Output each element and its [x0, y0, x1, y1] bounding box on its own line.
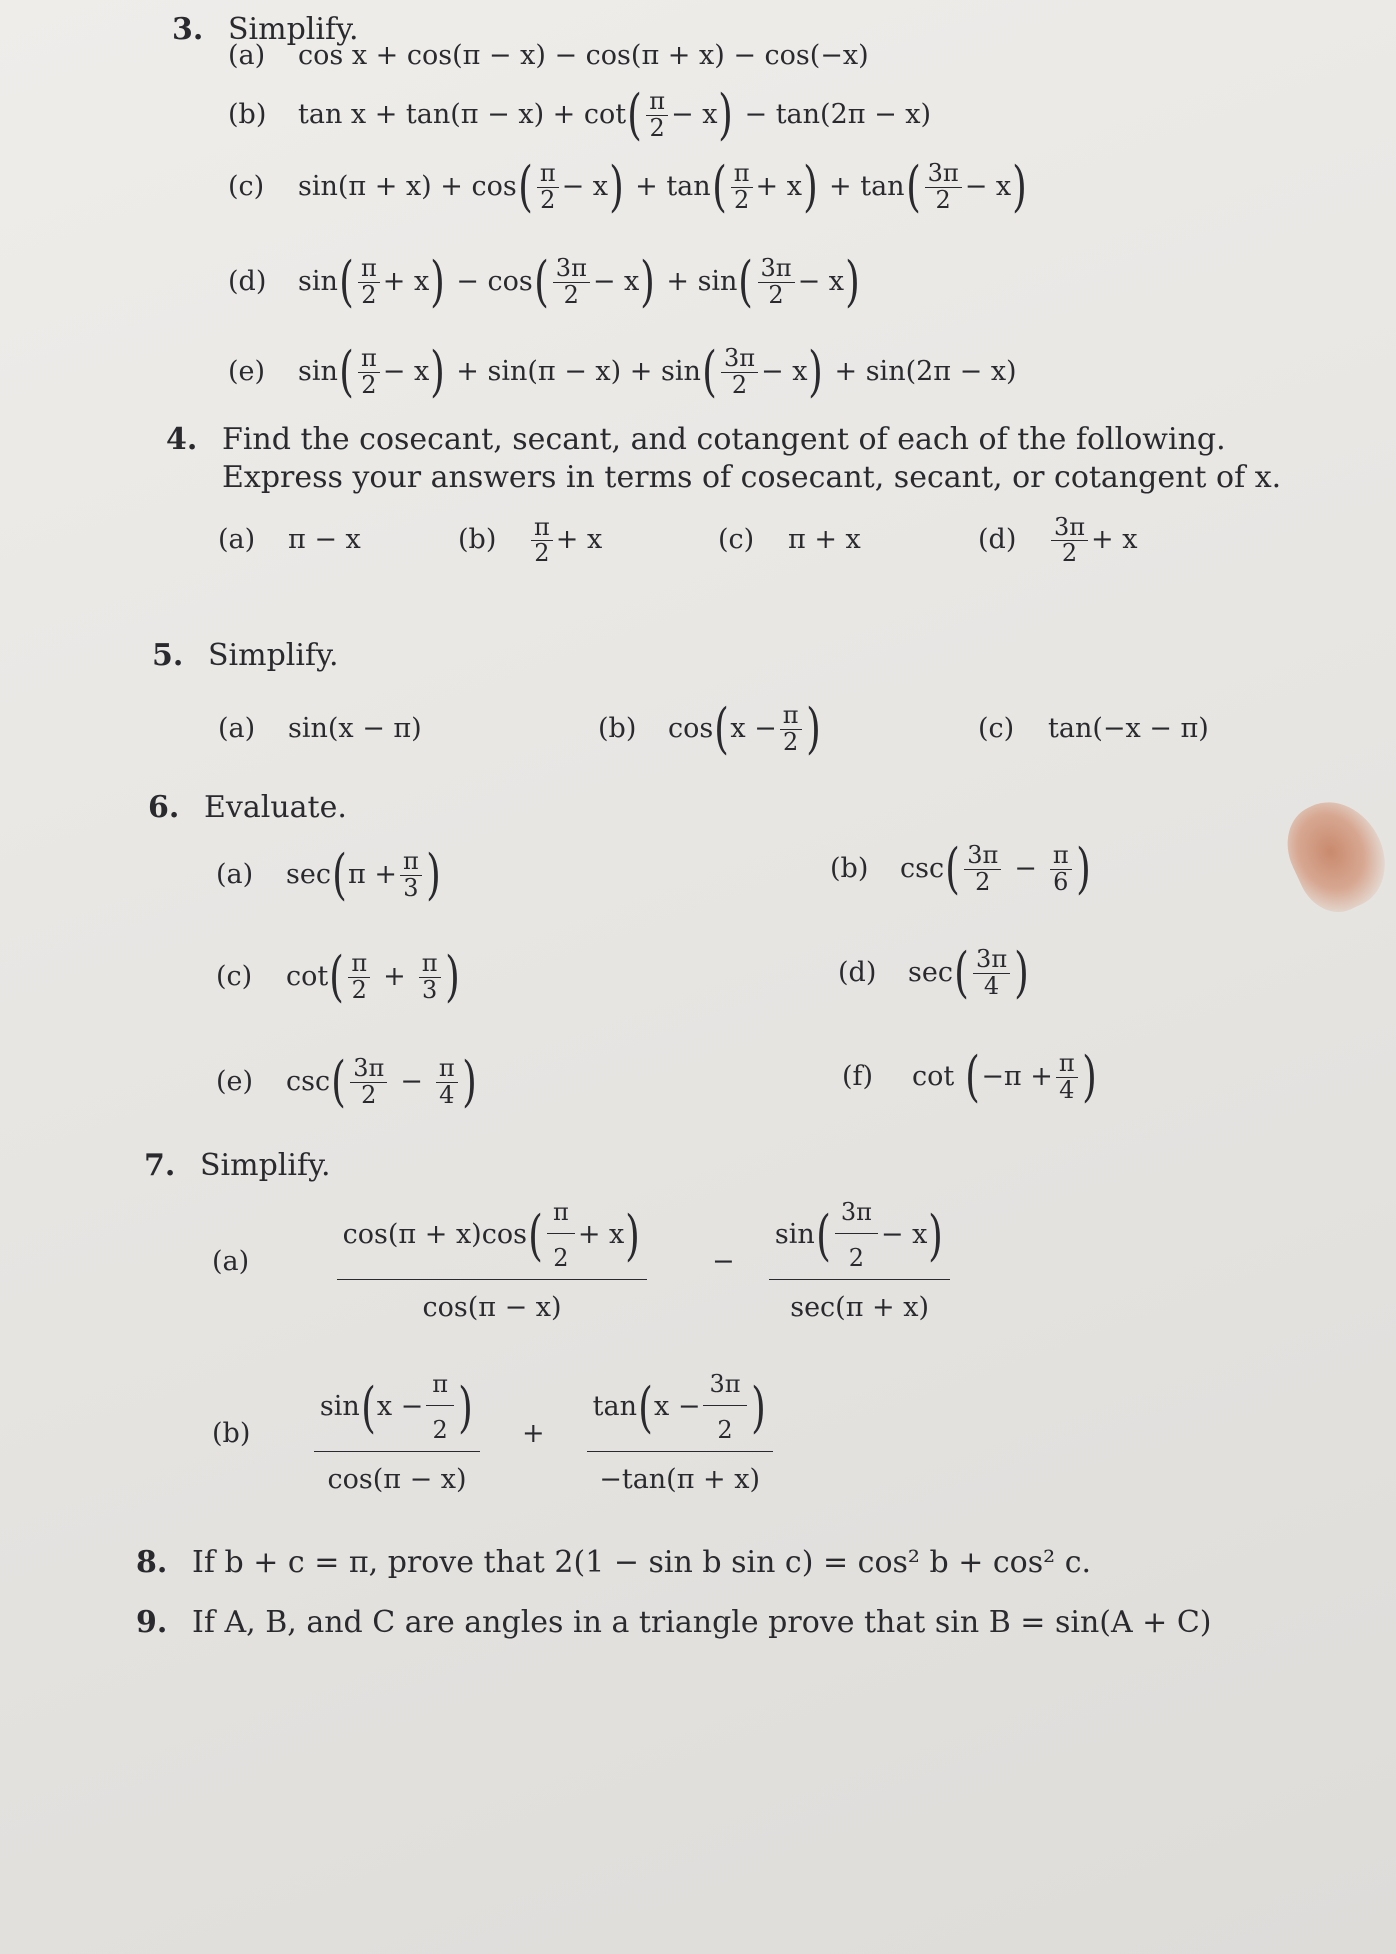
problem-6b: (b) csc ( $\frac{3\pi}{2}$ − $\frac{\pi}{6}$ ): [830, 837, 1091, 900]
problem-number: 3.: [172, 12, 204, 47]
expression: tan x + tan(π − x) + cot ( $\frac{\pi}{2}$ − x ) − tan(2π − x): [298, 83, 932, 146]
problem-title: Simplify.: [208, 638, 339, 673]
expression: π − x: [288, 524, 361, 556]
expression: csc ( $\frac{3\pi}{2}$ − $\frac{\pi}{6}$ ): [900, 837, 1091, 900]
problem-number: 8.: [136, 1545, 168, 1580]
expression: $\frac{3\pi}{2}$ + x: [1048, 515, 1137, 566]
problem-9: [136, 1605, 1212, 1641]
problem-3b: (b) tan x + tan(π − x) + cot ( $\frac{\pi}{2}$ − x ) − tan(2π − x): [228, 83, 932, 146]
fraction: cos(π + x)cos ( $\frac{\pi}{2}$ + x ) cos(π − x): [292, 1200, 692, 1325]
expression: tan(−x − π): [1048, 712, 1209, 744]
expression: π + x: [788, 524, 861, 556]
problem-number: 7.: [144, 1148, 176, 1183]
problem-6f: (f) cot ( −π + $\frac{\pi}{4}$ ): [842, 1045, 1097, 1108]
expression: $\frac{\pi}{2}$ + x: [528, 515, 718, 566]
problem-text: Find the cosecant, secant, and cotangent of each of the following.: [222, 422, 1226, 457]
problem-6e: (e) csc ( $\frac{3\pi}{2}$ − $\frac{\pi}{4}$ ): [216, 1050, 477, 1113]
problem-number: 5.: [152, 638, 184, 673]
expression: cos ( x − $\frac{\pi}{2}$ ): [668, 697, 821, 760]
expression: cot ( −π + $\frac{\pi}{4}$ ): [912, 1045, 1097, 1108]
problem-number: 4.: [166, 422, 198, 457]
problem-text: Express your answers in terms of cosecant, secant, or cotangent of x.: [222, 460, 1282, 495]
fraction: sin ( $\frac{3\pi}{2}$ − x ) sec(π + x): [755, 1200, 965, 1325]
problem-7b: (b) sin ( x − $\frac{\pi}{2}$ ) cos(π − x) + tan ( x − $\frac{3\pi}{2}$ ) −tan(π + x): [212, 1372, 805, 1497]
problem-number: 6.: [148, 790, 180, 825]
problem-number: 9.: [136, 1605, 168, 1640]
problem-5-parts: (a) sin(x − π) (b) cos ( x − $\frac{\pi}{2}$ ) (c) tan(−x − π): [218, 697, 1209, 760]
problem-4-line2: [222, 460, 1281, 496]
problem-3d: (d) sin ( $\frac{\pi}{2}$ + x ) − cos ( $\frac{3\pi}{2}$ − x ) + sin ( $\frac{3\pi}{2}$ − x ): [228, 250, 860, 313]
problem-text: If b + c = π, prove that 2(1 − sin b sin c) = cos² b + cos² c.: [192, 1545, 1092, 1580]
problem-7-heading: [144, 1148, 331, 1184]
problem-3e: (e) sin ( $\frac{\pi}{2}$ − x ) + sin(π − x) + sin ( $\frac{3\pi}{2}$ − x ) + sin(2π − x): [228, 340, 1017, 403]
problem-6-heading: [148, 790, 347, 826]
problem-7a: (a) cos(π + x)cos ( $\frac{\pi}{2}$ + x ) cos(π − x) − sin ( $\frac{3\pi}{2}$ − x ) sec(π + x): [212, 1200, 975, 1325]
problem-6d: (d) sec ( $\frac{3\pi}{4}$ ): [838, 941, 1030, 1004]
expression: sin ( $\frac{\pi}{2}$ − x ) + sin(π − x) + sin ( $\frac{3\pi}{2}$ − x ) + sin(2π − x): [298, 340, 1017, 403]
problem-title: Simplify.: [200, 1148, 331, 1183]
expression: sin ( $\frac{\pi}{2}$ + x ) − cos ( $\frac{3\pi}{2}$ − x ) + sin ( $\frac{3\pi}{2}$ − x ): [298, 250, 860, 313]
fraction: sin ( x − $\frac{\pi}{2}$ ) cos(π − x): [292, 1372, 502, 1497]
stain: [1273, 786, 1396, 924]
fraction: tan ( x − $\frac{3\pi}{2}$ ) −tan(π + x): [565, 1372, 795, 1497]
problem-3a: (a) cos x + cos(π − x) − cos(π + x) − cos(−x): [228, 40, 869, 71]
expression: sec ( $\frac{3\pi}{4}$ ): [908, 941, 1030, 1004]
problem-3c: (c) sin(π + x) + cos ( $\frac{\pi}{2}$ − x ) + tan ( $\frac{\pi}{2}$ + x ) + tan ( $\frac{3\pi}{2}$ − x ): [228, 155, 1028, 218]
expression: sin(x − π): [288, 712, 422, 744]
problem-6c: (c) cot ( $\frac{\pi}{2}$ + $\frac{\pi}{3}$ ): [216, 945, 460, 1008]
problem-4-heading: [166, 422, 1226, 458]
expression: sec ( π + $\frac{\pi}{3}$ ): [286, 843, 441, 906]
problem-title: Simplify.: [228, 12, 359, 47]
problem-5-heading: [152, 638, 339, 674]
problem-6a: (a) sec ( π + $\frac{\pi}{3}$ ): [216, 843, 441, 906]
problem-4-parts: (a) π − x (b) $\frac{\pi}{2}$ + x (c) π + x (d) $\frac{3\pi}{2}$ + x: [218, 513, 1138, 568]
expression: csc ( $\frac{3\pi}{2}$ − $\frac{\pi}{4}$ ): [286, 1050, 477, 1113]
expression: cos x + cos(π − x) − cos(π + x) − cos(−x): [298, 40, 869, 71]
problem-text: If A, B, and C are angles in a triangle prove that sin B = sin(A + C): [192, 1605, 1212, 1640]
problem-8: [136, 1545, 1091, 1581]
problem-title: Evaluate.: [204, 790, 347, 825]
expression: cot ( $\frac{\pi}{2}$ + $\frac{\pi}{3}$ ): [286, 945, 460, 1008]
expression: sin(π + x) + cos ( $\frac{\pi}{2}$ − x ) + tan ( $\frac{\pi}{2}$ + x ) + tan ( $\frac{3\pi}{2}$ − x ): [298, 155, 1028, 218]
